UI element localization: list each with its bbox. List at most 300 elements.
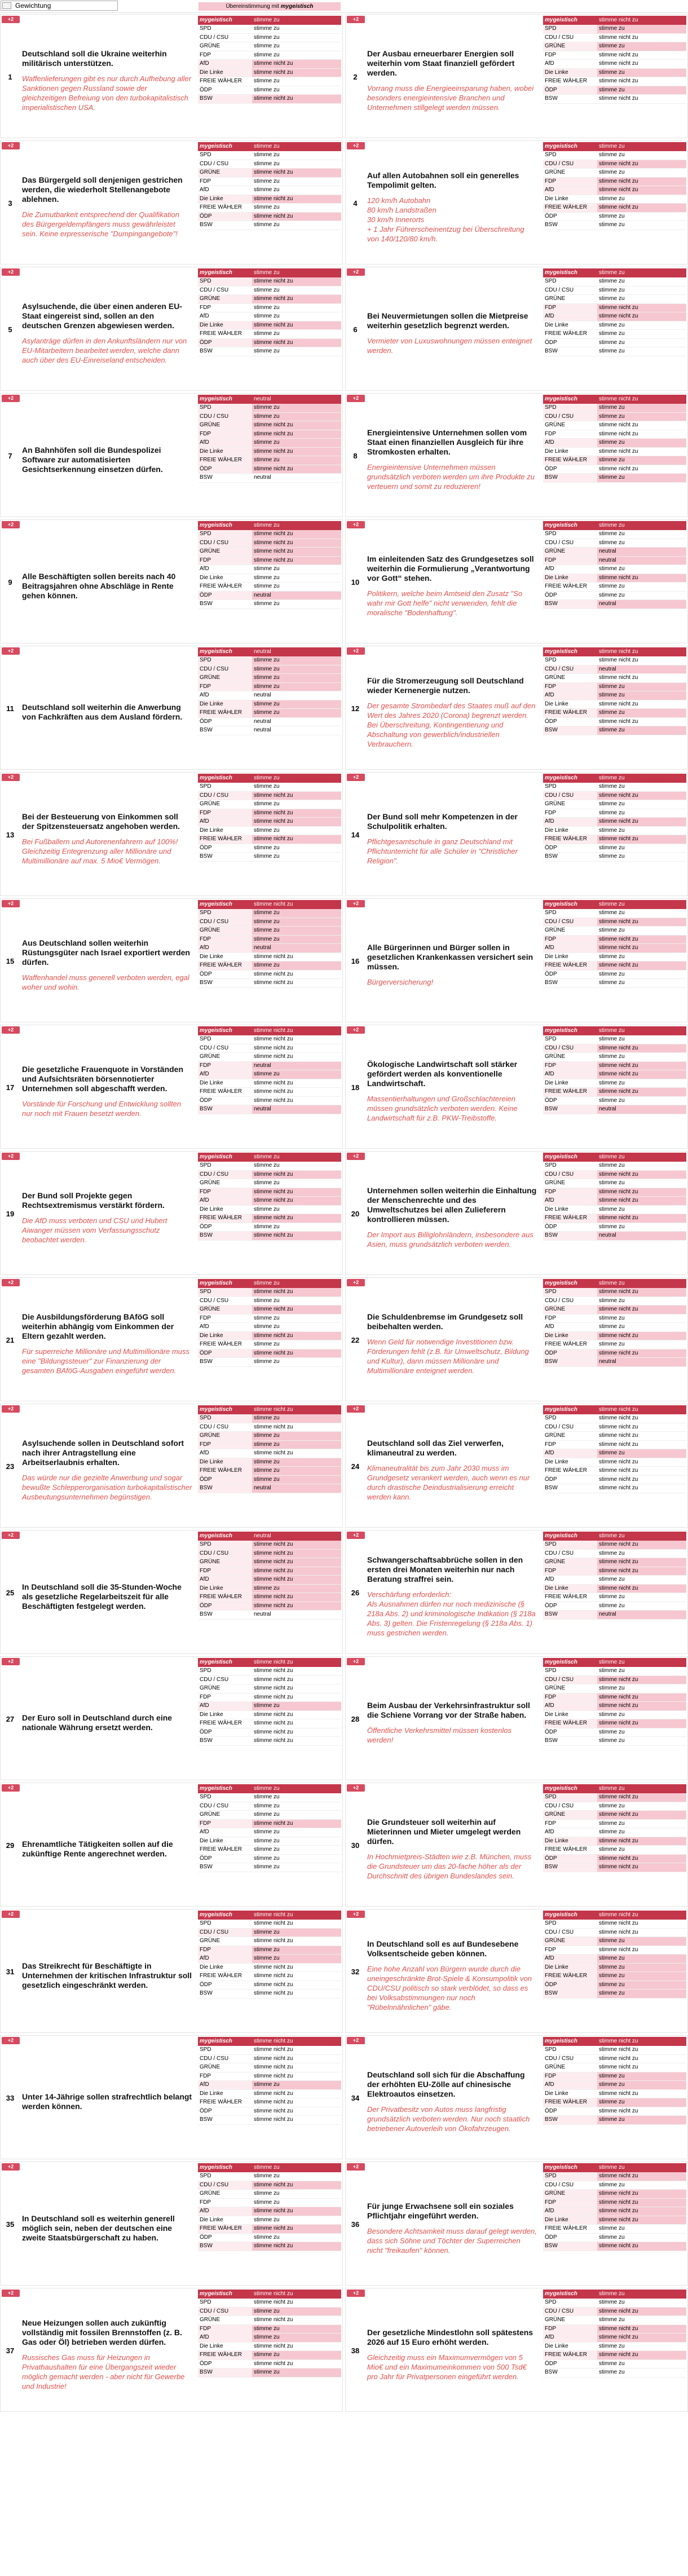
party-answer: stimme zu [252,853,341,862]
party-answers-table [543,1532,686,1620]
party-name: BSW [198,1990,252,1999]
party-answer: stimme zu [597,1728,686,1737]
party-name: SPD [543,1541,597,1550]
party-row [198,791,341,800]
weight-control[interactable]: +2 [2,1784,20,1792]
party-answer: stimme nicht zu [597,1567,686,1576]
party-name: BSW [198,979,252,988]
question-number: 22 [351,1335,360,1344]
party-row [543,1070,686,1079]
party-answer: stimme nicht zu [252,2299,341,2308]
party-answer: stimme nicht zu [597,186,686,195]
party-answer: stimme nicht zu [252,1288,341,1297]
user-answer: stimme zu [597,1153,686,1162]
party-name: AfD [543,2207,597,2216]
party-name: GRÜNE [543,2063,597,2072]
party-row [198,548,341,557]
party-name: Die Linke [198,1963,252,1972]
party-answer: stimme nicht zu [252,212,341,221]
party-answer: stimme nicht zu [252,2225,341,2234]
party-answer: stimme nicht zu [252,1737,341,1746]
party-name: Die Linke [198,952,252,961]
party-row [543,1035,686,1044]
party-name: GRÜNE [198,1305,252,1315]
party-row [543,186,686,195]
party-answers-table [543,1405,686,1493]
party-answers-table [543,1911,686,1999]
user-answer-row [543,16,686,25]
party-answer: neutral [597,1611,686,1620]
party-name: FDP [543,556,597,565]
weight-control[interactable]: +2 [347,16,365,23]
party-answer: stimme nicht zu [597,60,686,69]
party-name: SPD [198,909,252,918]
weight-control[interactable]: +2 [347,2290,365,2297]
party-row [198,25,341,34]
user-comment: Verschärfung erforderlich: Als Ausnahmen dürfen nur noch medizinische (§ 218a Abs. 2) und kriminologische Indikation (§ 218a Abs. 3) gelten. Die Fristenregelung (§ 218a Abs. 1) muss gestrichen werden. [367,1590,536,1637]
party-name: CDU / CSU [198,1423,252,1432]
party-row [543,674,686,683]
party-answer: stimme zu [597,1223,686,1232]
party-answer: stimme nicht zu [252,1423,341,1432]
party-name: SPD [543,2046,597,2055]
party-answer: stimme nicht zu [252,1567,341,1576]
question-text: Im einleitenden Satz des Grundgesetzes soll weiterhin die Formulierung „Verantwortung vor Gott“ stehen. [367,554,534,583]
party-name: CDU / CSU [198,1549,252,1558]
party-name: BSW [543,2116,597,2125]
question-text-block [22,1541,196,1652]
party-row [198,1088,341,1097]
party-answer: stimme nicht zu [597,2198,686,2207]
user-answer: stimme nicht zu [252,1658,341,1667]
party-row [543,1467,686,1476]
party-name: CDU / CSU [543,2307,597,2316]
party-row [543,1802,686,1811]
party-name: Die Linke [198,1079,252,1088]
weight-control[interactable]: +2 [2,900,20,907]
party-answer: stimme zu [597,68,686,77]
weight-control[interactable]: +2 [2,1658,20,1665]
party-name: FDP [543,1061,597,1070]
party-answer: stimme nicht zu [252,1819,341,1828]
party-answer: stimme zu [252,42,341,51]
weight-control[interactable]: +2 [2,268,20,276]
party-name: CDU / CSU [198,1296,252,1305]
party-answer: stimme nicht zu [252,1079,341,1088]
party-answer: stimme nicht zu [252,1044,341,1053]
party-name: FDP [543,2198,597,2207]
user-answer: stimme zu [252,1784,341,1793]
party-row [198,1197,341,1206]
party-row [543,404,686,413]
party-answer: stimme nicht zu [252,60,341,69]
weight-control[interactable]: +2 [347,774,365,781]
party-row [198,1737,341,1746]
question-text-block [22,909,196,1021]
party-row [543,844,686,853]
party-row [198,1702,341,1711]
party-name: BSW [198,2368,252,2377]
party-answer: stimme nicht zu [597,1793,686,1802]
party-row [543,2072,686,2081]
weight-control[interactable]: +2 [2,1026,20,1034]
gewichtung-toggle[interactable] [1,1,118,11]
question-text: Der Ausbau erneuerbarer Energien soll weiterhin vom Staat finanziell gefördert werden. [367,49,515,77]
party-row [198,1710,341,1719]
weight-control[interactable]: +2 [347,1784,365,1792]
party-answer: stimme zu [597,338,686,347]
party-row [198,1440,341,1449]
party-answer: stimme zu [252,709,341,718]
party-name: FREIE WÄHLER [198,1972,252,1981]
party-name: ÖDP [198,1602,252,1611]
party-row [198,2351,341,2360]
party-answer: stimme zu [597,1549,686,1558]
party-row [198,412,341,421]
weight-control[interactable]: +2 [2,1911,20,1918]
party-row [543,1188,686,1197]
party-name: FREIE WÄHLER [198,961,252,971]
party-row [198,961,341,971]
party-answer: stimme nicht zu [252,1197,341,1206]
party-row [198,1863,341,1872]
weight-control[interactable]: +2 [2,1279,20,1286]
party-row [198,2307,341,2316]
question-card [0,898,343,1022]
party-name: Die Linke [198,2342,252,2351]
party-answer: stimme zu [597,1828,686,1837]
weight-control[interactable]: +2 [2,774,20,781]
weight-control[interactable]: +2 [2,1153,20,1160]
user-answer: stimme nicht zu [597,395,686,404]
party-answer: neutral [252,1105,341,1114]
party-name: ÖDP [198,970,252,979]
party-row [198,1205,341,1214]
party-row [543,1162,686,1171]
party-name: FDP [543,682,597,691]
party-row [543,1863,686,1872]
party-name: FREIE WÄHLER [198,1593,252,1602]
party-name: Die Linke [543,68,597,77]
party-name: BSW [198,2116,252,2125]
party-name: FDP [198,51,252,60]
party-row [198,1675,341,1684]
party-name: ÖDP [198,2233,252,2242]
party-answer: stimme nicht zu [252,2072,341,2081]
party-answer: stimme zu [597,682,686,691]
party-row [543,1719,686,1728]
question-number: 37 [6,2346,15,2355]
party-answer: stimme nicht zu [597,1863,686,1872]
party-name: FDP [198,430,252,439]
party-answer: stimme zu [597,2359,686,2368]
question-text: Für junge Erwachsene soll ein soziales Pflichtjahr eingeführt werden. [367,2201,514,2220]
party-name: CDU / CSU [198,1170,252,1179]
party-row [198,1423,341,1432]
party-answer: stimme zu [252,2198,341,2207]
party-name: BSW [198,1232,252,1241]
question-text: Neue Heizungen sollen auch zukünftig vollständig mit fossilen Brennstoffen (z. B. Gas oder Öl) betrieben werden dürfen. [22,2318,182,2346]
party-answer: stimme zu [597,591,686,600]
party-name: CDU / CSU [543,160,597,169]
user-answer: stimme zu [252,774,341,783]
weight-control[interactable]: +2 [347,1026,365,1034]
weight-control[interactable]: +2 [2,1405,20,1413]
weight-control[interactable]: +2 [2,647,20,655]
party-row [198,1458,341,1467]
party-answer: stimme nicht zu [252,2116,341,2125]
party-row [198,447,341,456]
user-party-name: mygeistisch [543,2163,597,2172]
weight-control[interactable]: +2 [347,521,365,528]
question-number: 19 [6,1209,15,1218]
party-row [198,918,341,927]
weight-control[interactable]: +2 [2,1532,20,1539]
party-answer: stimme nicht zu [597,1458,686,1467]
gewichtung-checkbox[interactable] [2,2,11,9]
party-row [543,1205,686,1214]
party-name: BSW [198,1737,252,1746]
party-name: ÖDP [543,2233,597,2242]
party-answer: stimme zu [252,574,341,583]
party-name: GRÜNE [543,1937,597,1946]
party-name: AfD [543,1197,597,1206]
party-name: BSW [543,2242,597,2251]
party-row [198,77,341,86]
party-answer: stimme nicht zu [252,169,341,178]
party-row [543,961,686,971]
party-answer: stimme nicht zu [597,204,686,213]
user-comment: Der Import aus Billiglohnländern, insbesondere aus Asien, muss grundsätzlich verboten werden. [367,1230,533,1249]
party-row [543,665,686,674]
party-row [198,160,341,169]
user-answer: stimme nicht zu [252,900,341,909]
party-answer: stimme nicht zu [252,1541,341,1550]
party-answer: stimme zu [597,809,686,818]
party-name: CDU / CSU [543,1675,597,1684]
party-name: SPD [543,656,597,665]
party-answer: stimme zu [252,186,341,195]
user-answer-row [543,2163,686,2172]
party-row [543,952,686,961]
user-answer-row [198,142,341,151]
party-name: Die Linke [543,1710,597,1719]
party-row [543,1432,686,1441]
party-name: ÖDP [198,1475,252,1484]
party-answer: stimme nicht zu [252,68,341,77]
party-answer: stimme zu [597,2181,686,2190]
weight-control[interactable]: +2 [347,395,365,402]
party-row [198,970,341,979]
party-name: SPD [543,1162,597,1171]
party-row [543,1323,686,1332]
party-name: FDP [543,1314,597,1323]
party-name: Die Linke [543,574,597,583]
party-answer: stimme zu [597,826,686,835]
party-name: GRÜNE [198,548,252,557]
party-name: ÖDP [198,465,252,474]
party-row [543,1305,686,1315]
user-answer-row [198,1279,341,1288]
question-number: 31 [6,1967,15,1976]
weight-control[interactable]: +2 [2,142,20,149]
party-row [198,1079,341,1088]
weight-control[interactable]: +2 [347,1658,365,1665]
party-name: ÖDP [543,1854,597,1863]
party-row [543,2172,686,2181]
party-row [198,60,341,69]
party-row [198,1611,341,1620]
question-card [345,1404,688,1528]
party-answer: stimme nicht zu [597,2242,686,2251]
party-row [543,1702,686,1711]
question-text: Bei der Besteuerung von Einkommen soll der Spitzensteuersatz angehoben werden. [22,811,180,831]
user-party-name: mygeistisch [543,1911,597,1920]
weight-control[interactable]: +2 [2,2290,20,2297]
party-row [198,1576,341,1585]
party-name: FDP [198,1819,252,1828]
party-answers-table [198,16,341,104]
party-row [543,791,686,800]
user-answer-row [198,2290,341,2299]
weight-control[interactable]: +2 [347,1532,365,1539]
question-text: Alle Beschäftigten sollen bereits nach 40 Beitragsjahren ohne Abschläge in Rente gehen können. [22,571,176,600]
weight-control[interactable]: +2 [2,395,20,402]
weight-control[interactable]: +2 [2,521,20,528]
party-answer: stimme nicht zu [597,1467,686,1476]
question-text: Unter 14-Jährige sollen strafrechtlich belangt werden können. [22,2092,192,2111]
weight-control[interactable]: +2 [347,1911,365,1918]
party-row [543,1349,686,1358]
party-answer: stimme nicht zu [252,277,341,286]
question-text: Alle Bürgerinnen und Bürger sollen in gesetzlichen Krankenkassen versichert sein müssen. [367,943,533,971]
weight-control[interactable]: +2 [347,2037,365,2044]
user-comment: Der gesamte Strombedarf des Staates muß auf den Wert des Jahres 2020 (Corona) begrenzt werden. Bei Überschreitung, Kontingentierung und Abschaltung von gewerblich/industriellen Verbrauchern. [367,701,536,748]
party-name: GRÜNE [543,1179,597,1188]
party-answer: stimme zu [597,783,686,792]
party-answer: stimme zu [252,1179,341,1188]
weight-control[interactable]: +2 [347,1279,365,1286]
party-answer: stimme zu [597,1340,686,1349]
party-answer: stimme nicht zu [597,447,686,456]
party-row [198,1963,341,1972]
party-answer: stimme zu [597,1937,686,1946]
question-text-block [367,1414,541,1526]
party-name: BSW [543,1105,597,1114]
question-card [345,140,688,264]
question-text-block [367,909,541,1021]
party-row [198,1296,341,1305]
party-name: SPD [198,783,252,792]
party-row [543,1576,686,1585]
weight-control[interactable]: +2 [347,1153,365,1160]
weight-control[interactable]: +2 [347,900,365,907]
user-answer-row [198,900,341,909]
party-name: Die Linke [198,2089,252,2098]
weight-control[interactable]: +2 [2,2163,20,2171]
party-answer: stimme nicht zu [597,2054,686,2063]
party-answers-table [198,1658,341,1746]
question-text-block [22,25,196,136]
party-row [198,565,341,574]
question-number: 27 [6,1714,15,1723]
party-name: BSW [198,474,252,483]
party-name: CDU / CSU [198,539,252,548]
party-name: ÖDP [543,1602,597,1611]
party-row [198,338,341,347]
party-row [543,1837,686,1846]
party-answer: stimme zu [597,1963,686,1972]
user-answer-row [198,1405,341,1414]
party-row [198,2359,341,2368]
weight-control[interactable]: +2 [2,16,20,23]
party-name: AfD [198,2334,252,2343]
party-answer: stimme zu [597,456,686,465]
question-number: 6 [353,325,358,334]
weight-control[interactable]: +2 [347,142,365,149]
weight-control[interactable]: +2 [347,268,365,276]
party-answer: stimme nicht zu [252,1693,341,1702]
party-row [543,783,686,792]
party-name: CDU / CSU [543,1170,597,1179]
party-answer: stimme zu [597,195,686,204]
party-row [543,151,686,160]
party-name: FDP [198,1946,252,1955]
party-answer: stimme zu [597,979,686,988]
party-name: AfD [543,2334,597,2343]
weight-control[interactable]: +2 [347,2163,365,2171]
weight-control[interactable]: +2 [347,1405,365,1413]
party-name: Die Linke [543,952,597,961]
party-name: AfD [543,186,597,195]
question-text: Deutschland soll das Ziel verwerfen, klimaneutral zu werden. [367,1439,504,1457]
party-answer: stimme nicht zu [252,548,341,557]
user-answer: stimme nicht zu [252,1405,341,1414]
question-text: Aus Deutschland sollen weiterhin Rüstungsgüter nach Israel exportiert werden dürfen. [22,938,190,967]
party-row [198,952,341,961]
party-name: BSW [543,1990,597,1999]
party-answer: stimme nicht zu [252,1576,341,1585]
party-answer: neutral [597,1358,686,1367]
party-answer: stimme zu [597,277,686,286]
party-answer: stimme nicht zu [597,1675,686,1684]
party-answer: stimme zu [597,583,686,592]
header [0,0,688,13]
party-name: FDP [543,809,597,818]
weight-control[interactable]: +2 [347,647,365,655]
user-comment: Klimaneutralität bis zum Jahr 2030 muss im Grundgesetz verankert werden, auch wenn es nur durch drastische Deindustrialisierung erreicht werden kann. [367,1464,530,1501]
user-party-name: mygeistisch [543,2290,597,2299]
party-row [543,169,686,178]
party-name: AfD [198,691,252,700]
party-answer: stimme zu [597,1819,686,1828]
party-answer: stimme nicht zu [597,1475,686,1484]
user-answer-row [198,1153,341,1162]
party-row [198,844,341,853]
party-name: ÖDP [198,717,252,726]
party-answer: stimme zu [252,1863,341,1872]
question-number: 10 [351,577,360,586]
party-row [198,2190,341,2199]
party-name: BSW [198,1358,252,1367]
weight-control[interactable]: +2 [2,2037,20,2044]
party-row [543,1331,686,1340]
user-party-name: mygeistisch [543,1153,597,1162]
party-name: ÖDP [543,338,597,347]
question-text: Die Schuldenbremse im Grundgesetz soll beibehalten werden. [367,1312,523,1331]
party-row [543,818,686,827]
question-number: 5 [8,325,12,334]
